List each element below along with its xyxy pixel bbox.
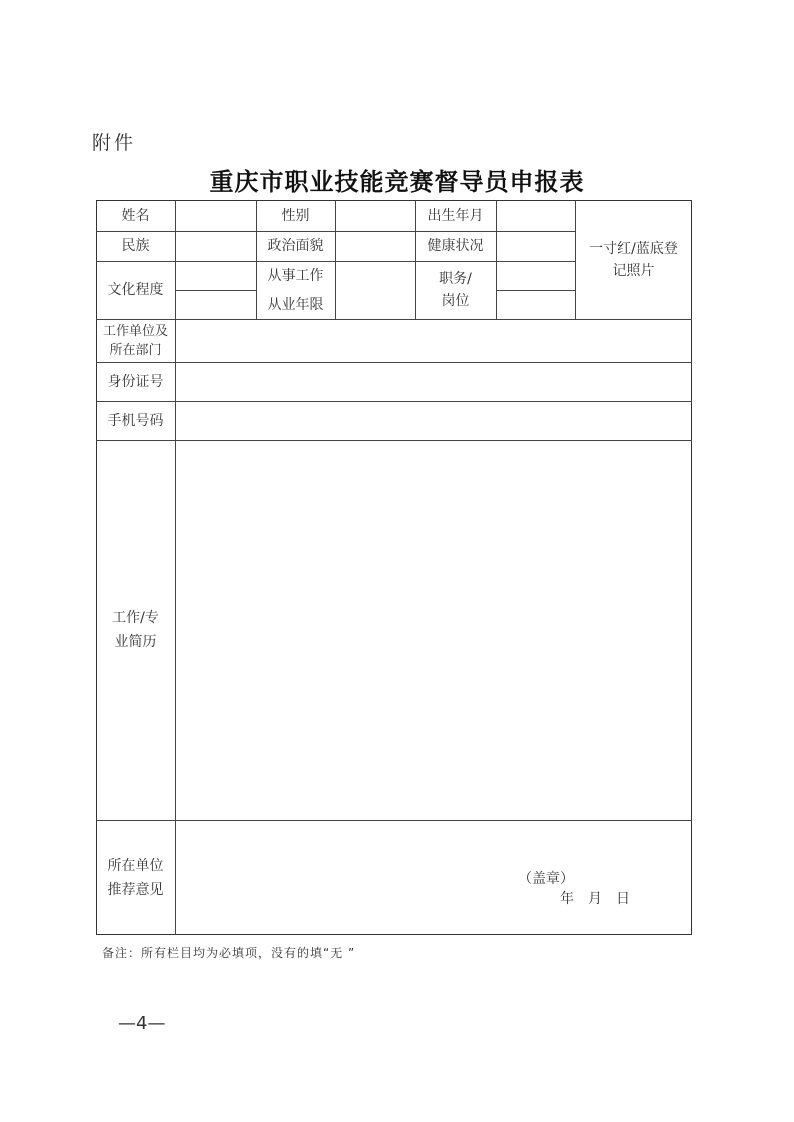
political-label: 政治面貌	[267, 238, 324, 254]
recommendation-label	[96, 820, 175, 935]
engaged-work-label: 从事工作	[267, 267, 324, 284]
education-label: 文化程度	[107, 282, 164, 298]
gender-label: 性别	[281, 207, 310, 224]
ethnicity-label: 民族	[121, 238, 150, 254]
resume-label	[96, 440, 175, 820]
ethnicity-field[interactable]	[176, 232, 255, 261]
education-field-1[interactable]	[176, 262, 255, 290]
birth-label: 出生年月	[427, 207, 484, 224]
education-field-2[interactable]	[176, 291, 255, 319]
gender-field[interactable]	[336, 201, 415, 231]
recommendation-label-line2: 推荐意见	[107, 881, 164, 898]
position-label-line1: 职务/	[439, 271, 472, 287]
name-label: 姓名	[121, 207, 150, 224]
position-field-2[interactable]	[497, 291, 575, 319]
seal-text: （盖章）	[518, 871, 574, 887]
photo-box[interactable]	[575, 200, 692, 319]
political-field[interactable]	[336, 232, 415, 261]
photo-label-line1: 一寸红/蓝底登	[589, 240, 678, 257]
position-label	[415, 261, 496, 319]
phone-field[interactable]	[176, 402, 691, 440]
id-number-label: 身份证号	[107, 373, 164, 390]
health-field[interactable]	[497, 232, 575, 261]
position-field-1[interactable]	[497, 262, 575, 290]
workplace-field[interactable]	[176, 320, 691, 362]
form-title: 重庆市职业技能竞赛督导员申报表	[209, 168, 585, 196]
workplace-label-line1: 工作单位及	[102, 323, 168, 339]
position-label-line2: 岗位	[441, 293, 470, 309]
date-text: 年 月 日	[560, 891, 630, 907]
page-number: —4—	[118, 1013, 166, 1034]
engaged-work-field[interactable]	[336, 262, 415, 319]
recommendation-field[interactable]	[176, 821, 691, 934]
remark-note: 备注：所有栏目均为必填项，没有的填“无 ”	[102, 946, 356, 960]
health-label: 健康状况	[427, 238, 484, 254]
resume-label-line2: 业简历	[114, 634, 157, 650]
id-number-field[interactable]	[176, 363, 691, 401]
birth-field[interactable]	[497, 201, 575, 231]
phone-label: 手机号码	[107, 412, 164, 429]
workplace-label	[96, 319, 175, 362]
workplace-label-line2: 所在部门	[109, 342, 162, 358]
attachment-label: 附件	[92, 132, 137, 154]
recommendation-label-line1: 所在单位	[107, 857, 164, 874]
name-field[interactable]	[176, 201, 255, 231]
resume-label-line1: 工作/专	[112, 610, 159, 626]
photo-label-line2: 记照片	[612, 262, 655, 279]
years-label: 从业年限	[267, 296, 324, 313]
resume-field[interactable]	[176, 441, 691, 820]
